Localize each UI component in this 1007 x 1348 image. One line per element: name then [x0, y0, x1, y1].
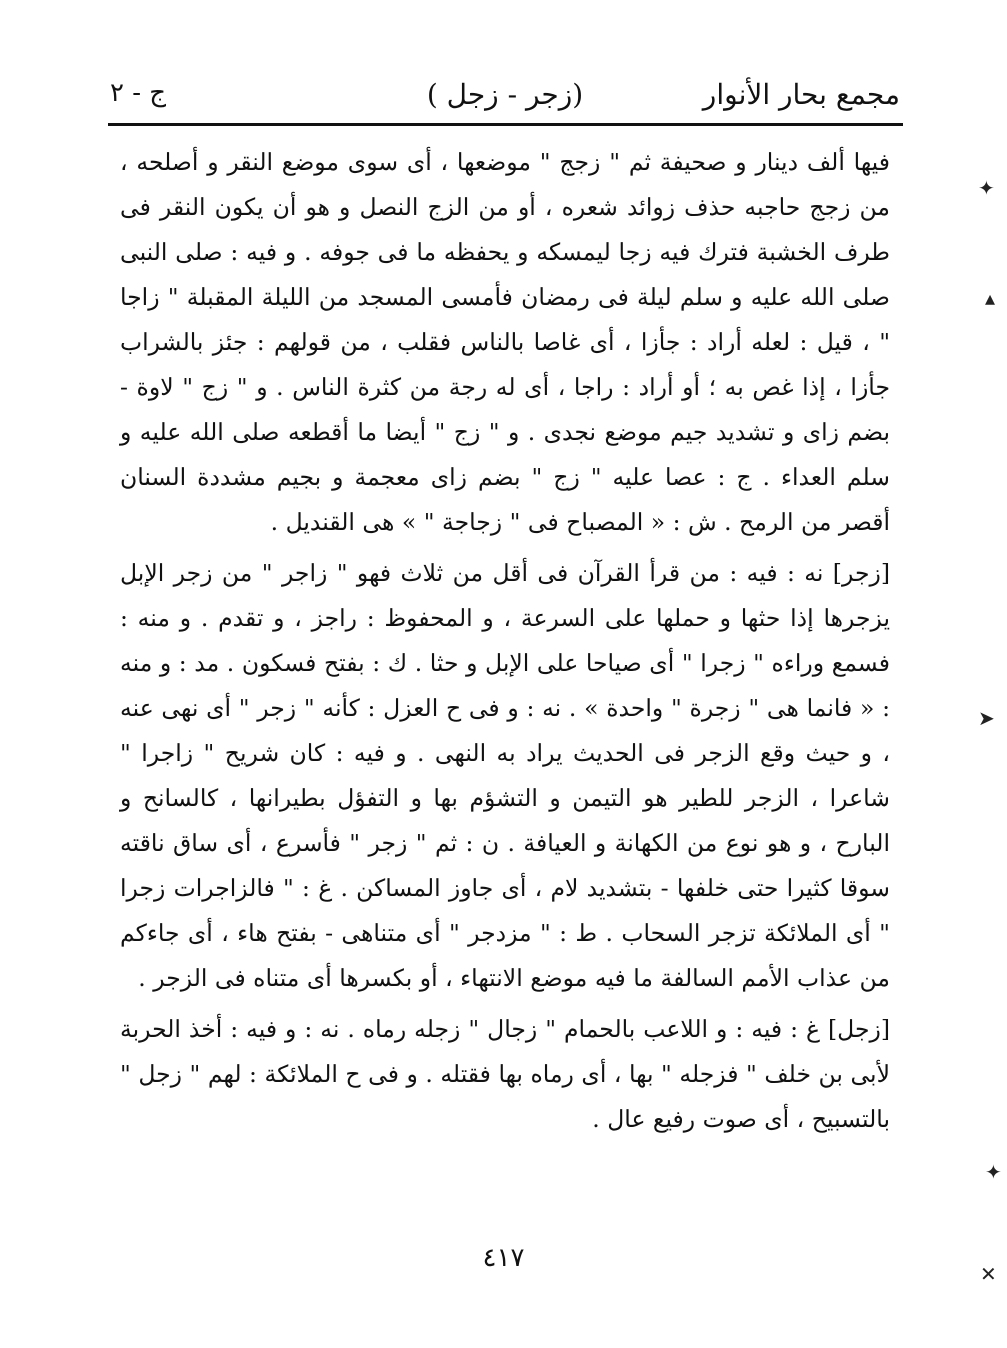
paragraph-zjr: [زجر] نه : فيه : من قرأ القرآن فى أقل من ثلاث فهو " زاجر " من زجر الإبل يزجرها إذا حثها و حملها على السرعة ، و المحفوظ : راجز ، و تقدم . و منه : فسمع وراءه " زجرا " أى صياحا على الإبل و حثا . ك : بفتح فسكون . مد : و منه : « فانما هى " زجرة " واحدة » . نه : و فى ح العزل : كأنه " زجر " أى نهى عنه ، و حيث وقع الزجر فى الحديث يراد به النهى . و فيه : كان شريح " زاجرا " شاعرا ، الزجر للطير هو التيمن و التشؤم بها و التفؤل بطيرانها ، كالسانح و البارح ، و هو نوع من الكهانة و العيافة . ن : ثم " زجر " فأسرع ، أى ساق ناقته سوقا كثيرا حتى خلفها - بتشديد لام ، أى جاوز المساكن . غ : " فالزاجرات زجرا " أى الملائكة تزجر السحاب . ط : " مزدجر " أى متناهى - بفتح هاء ، أى جاءكم من عذاب الأمم السالفة ما فيه موضع الانتهاء ، أو بكسرها أى متناه فى الزجر . — [120, 559, 890, 992]
entry-range: (زجر - زجل ) — [426, 78, 584, 111]
margin-mark-icon: ➤ — [978, 706, 995, 730]
header-rule — [108, 123, 903, 126]
margin-mark-icon: ✕ — [980, 1262, 997, 1286]
margin-mark-icon: ✦ — [985, 1160, 1002, 1184]
running-header — [110, 70, 900, 116]
margin-mark-icon: ✦ — [978, 176, 995, 200]
paragraph-zjj: فيها ألف دينار و صحيفة ثم " زجج " موضعها ، أى سوى موضع النقر و أصلحه ، من زجج حاجبه حذف زوائد شعره ، أو من الزج النصل و هو أن يكون النقر فى طرف الخشبة فترك فيه زجا ليمسكه و يحفظه ما فى جوفه . و فيه : صلى النبى صلى الله عليه و سلم ليلة فى رمضان فأمسى المسجد من الليلة المقبلة " زاجا " ، قيل : لعله أراد : جأزا ، أى غاصا بالناس فقلب ، من قولهم : جئز بالشراب جأزا ، إذا غص به ؛ أو أراد : راجا ، أى له رجة من كثرة الناس . و " زج " لاوة - بضم زاى و تشديد جيم موضع نجدى . و " زج " أيضا ما أقطعه صلى الله عليه و سلم العداء . ج : عصا عليه " زج " بضم زاى معجمة و بجيم مشددة السنان أقصر من الرمح . ش : « المصباح فى " زجاجة " » هى القنديل . — [120, 148, 890, 536]
volume-label: ج - ٢ — [110, 78, 167, 108]
paragraph-zjl: [زجل] غ : فيه : و اللاعب بالحمام " زجال " زجله رماه . نه : و فيه : أخذ الحربة لأبى بن خلف " فزجله " بها ، أى رماه بها فقتله . و فى ح الملائكة : لهم " زجل " بالتسبيح ، أى صوت رفيع عال . — [120, 1015, 890, 1133]
page-number: ٤١٧ — [482, 1243, 525, 1273]
page-body — [120, 140, 890, 1142]
margin-mark-icon: ▴ — [985, 286, 996, 310]
book-title: مجمع بحار الأنوار — [702, 78, 900, 111]
